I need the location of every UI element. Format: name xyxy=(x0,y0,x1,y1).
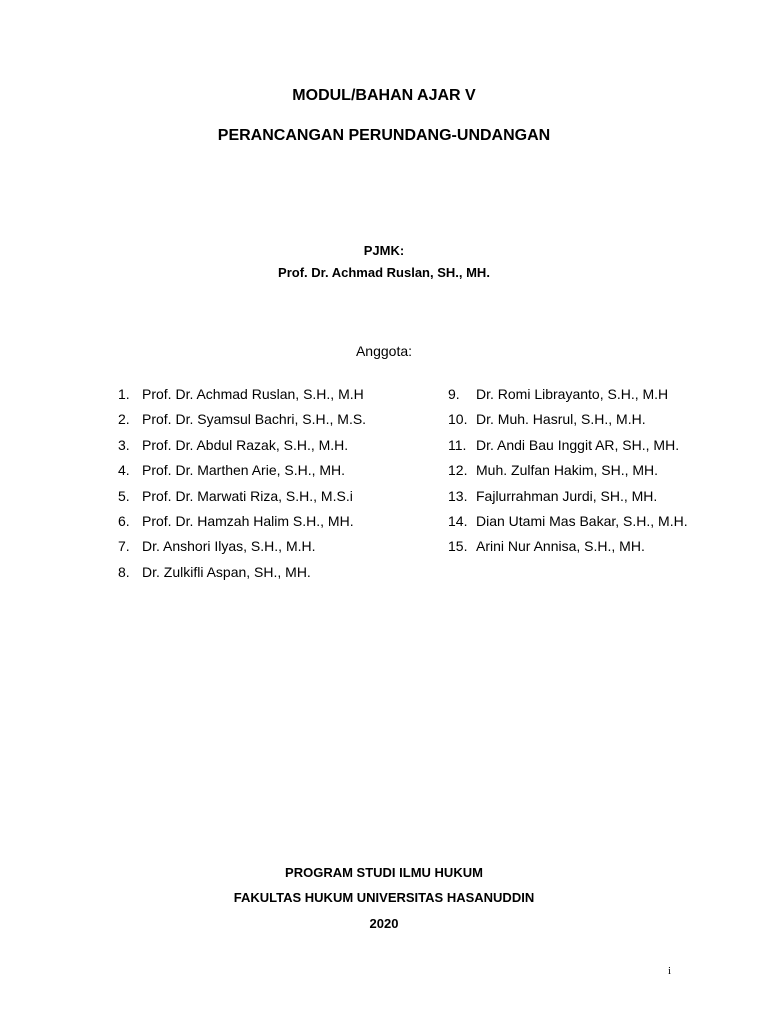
list-item-number: 5. xyxy=(118,487,130,504)
list-item-number: 11. xyxy=(448,436,467,453)
list-item-name: Prof. Dr. Marthen Arie, S.H., MH. xyxy=(142,462,346,479)
course-title: PERANCANGAN PERUNDANG-UNDANGAN xyxy=(217,127,551,144)
list-item xyxy=(118,410,438,435)
list-item xyxy=(118,487,438,512)
list-item-name: Dr. Zulkifli Aspan, SH., MH. xyxy=(142,563,311,580)
list-item-number: 1. xyxy=(118,386,130,402)
list-item-number: 2. xyxy=(118,411,130,428)
list-item xyxy=(118,512,438,537)
list-item-name: Fajlurrahman Jurdi, SH., MH. xyxy=(476,487,658,504)
list-item-name: Muh. Zulfan Hakim, SH., MH. xyxy=(476,462,659,479)
list-item-number: 13. xyxy=(448,487,468,504)
members-label: Anggota: xyxy=(355,343,413,359)
list-item xyxy=(118,563,438,588)
list-item-name: Prof. Dr. Abdul Razak, S.H., M.H. xyxy=(142,436,349,453)
list-item xyxy=(448,461,748,486)
program-name: PROGRAM STUDI ILMU HUKUM xyxy=(285,865,483,880)
members-list-right xyxy=(448,385,748,563)
list-item xyxy=(448,410,748,435)
list-item-name: Dr. Romi Librayanto, S.H., M.H xyxy=(476,386,669,402)
list-item xyxy=(448,436,748,461)
list-item-number: 12. xyxy=(448,462,468,479)
list-item-number: 15. xyxy=(448,538,468,555)
list-item-number: 8. xyxy=(118,563,130,580)
list-item-number: 7. xyxy=(118,538,130,555)
list-item xyxy=(448,537,748,562)
module-title: MODUL/BAHAN AJAR V xyxy=(292,87,476,104)
list-item-name: Prof. Dr. Marwati Riza, S.H., M.S.i xyxy=(142,487,353,504)
pjmk-label: PJMK: xyxy=(363,243,405,258)
list-item-name: Arini Nur Annisa, S.H., MH. xyxy=(476,538,645,555)
list-item-number: 6. xyxy=(118,512,130,529)
publication-year: 2020 xyxy=(369,916,399,931)
list-item-name: Prof. Dr. Hamzah Halim S.H., MH. xyxy=(142,512,354,529)
list-item-name: Dian Utami Mas Bakar, S.H., M.H. xyxy=(476,512,688,529)
list-item-number: 3. xyxy=(118,436,130,453)
list-item xyxy=(118,436,438,461)
faculty-name: FAKULTAS HUKUM UNIVERSITAS HASANUDDIN xyxy=(233,890,535,905)
list-item xyxy=(118,461,438,486)
page-number: i xyxy=(668,965,672,977)
list-item-name: Dr. Anshori Ilyas, S.H., M.H. xyxy=(142,538,316,555)
list-item xyxy=(118,385,438,410)
list-item-number: 4. xyxy=(118,462,130,479)
list-item xyxy=(448,385,748,410)
list-item-name: Dr. Andi Bau Inggit AR, SH., MH. xyxy=(476,436,680,453)
pjmk-name: Prof. Dr. Achmad Ruslan, SH., MH. xyxy=(278,265,490,280)
members-list-left xyxy=(118,385,438,588)
list-item-name: Prof. Dr. Syamsul Bachri, S.H., M.S. xyxy=(142,411,367,428)
list-item xyxy=(448,487,748,512)
list-item-name: Dr. Muh. Hasrul, S.H., M.H. xyxy=(476,411,646,428)
list-item-number: 9. xyxy=(448,386,460,402)
list-item-name: Prof. Dr. Achmad Ruslan, S.H., M.H xyxy=(142,386,364,402)
list-item xyxy=(118,537,438,562)
list-item xyxy=(448,512,748,537)
list-item-number: 14. xyxy=(448,512,468,529)
list-item-number: 10. xyxy=(448,411,468,428)
